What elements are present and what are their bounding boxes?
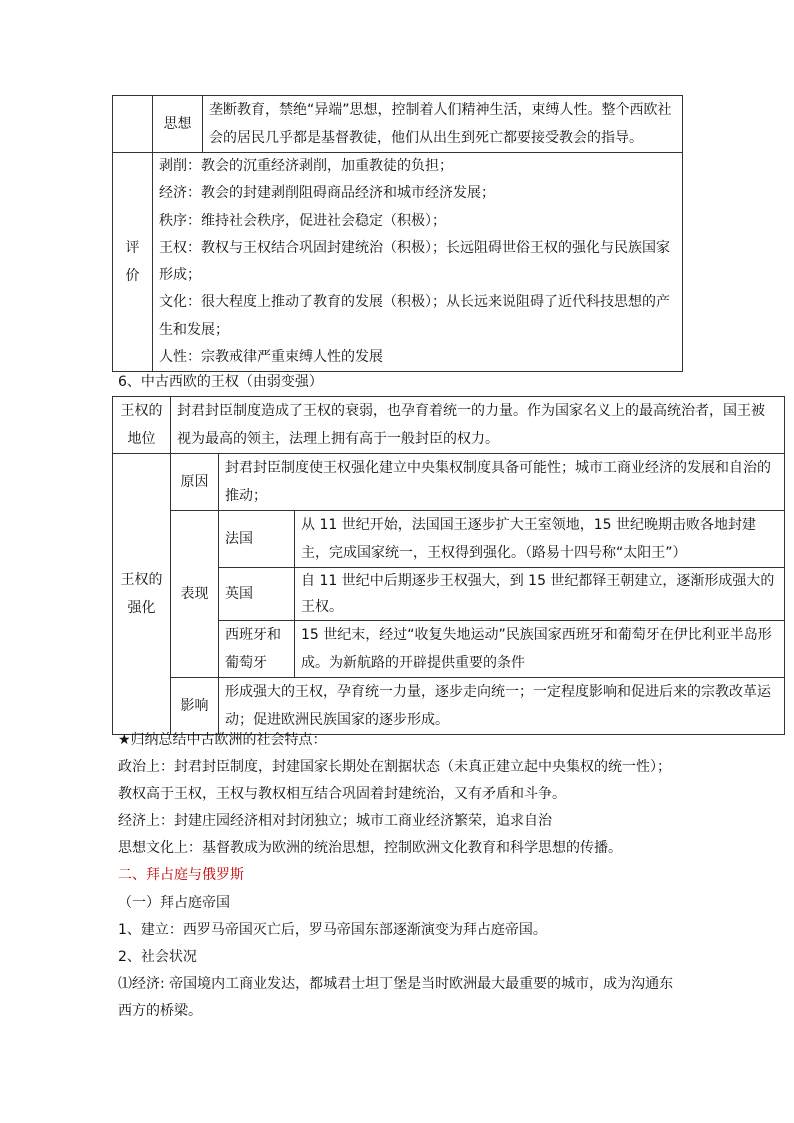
yuanyin-text: 封君封臣制度使王权强化建立中央集权制度具备可能性；城市工商业经济的发展和自治的推动； [219, 454, 785, 511]
diwei-label: 王权的地位 [120, 403, 163, 447]
kingship-table [112, 396, 785, 735]
list-item: 秩序：维持社会秩序，促进社会稳定（积极）； [159, 212, 446, 229]
church-table [112, 95, 683, 372]
biaoxian-label: 表现 [171, 511, 219, 678]
row-label-sixiang: 思想 [153, 96, 203, 153]
table-row [113, 678, 785, 735]
yingxiang-text: 形成强大的王权，孕育统一力量，逐步走向统一；一定程度影响和促进后来的宗教改革运动；促进欧洲民族国家的逐步形成。 [219, 678, 785, 735]
summary-line: 经济上：封建庄园经济相对封闭独立；城市工商业经济繁荣，追求自治 [118, 813, 552, 829]
paragraph: 2、社会状况 [118, 949, 197, 965]
row-label-qianghua [113, 454, 171, 735]
country-spain-portugal [219, 621, 295, 678]
country-england: 英国 [219, 568, 295, 621]
table-row [113, 397, 785, 454]
table-row [113, 454, 785, 511]
spain-portugal-text: 15 世纪末，经过“收复失地运动”民族国家西班牙和葡萄牙在伊比利亚半岛形成。为新航路的开辟提供重要的条件 [295, 621, 785, 678]
pingjia-label: 评价 [125, 240, 140, 285]
summary-line: 教权高于王权，王权与教权相互结合巩固着封建统治，又有矛盾和斗争。 [118, 786, 566, 802]
section-6-title: 6、中古西欧的王权（由弱变强） [118, 374, 323, 390]
france-text: 从 11 世纪开始，法国国王逐步扩大王室领地，15 世纪晚期击败各地封建主，完成国家统一，王权得到强化。（路易十四号称“太阳王”） [295, 511, 785, 568]
summary-line: 政治上：封君封臣制度，封建国家长期处在割据状态（未真正建立起中央集权的统一性）； [118, 759, 671, 775]
paragraph: 1、建立：西罗马帝国灭亡后，罗马帝国东部逐渐演变为拜占庭帝国。 [118, 922, 547, 938]
row-label-diwei [113, 397, 171, 454]
pingjia-content [153, 153, 683, 372]
paragraph: 西方的桥梁。 [118, 1003, 202, 1019]
paragraph: ⑴经济: 帝国境内工商业发达，都城君士坦丁堡是当时欧洲最大最重要的城市，成为沟通东 [118, 976, 674, 992]
yingxiang-label: 影响 [171, 678, 219, 735]
spain-portugal-label: 西班牙和葡萄牙 [225, 627, 281, 671]
summary-line: 思想文化上：基督教成为欧洲的统治思想，控制欧洲文化教育和科学思想的传播。 [118, 840, 622, 856]
list-item: 王权：教权与王权结合巩固封建统治（积极）；长远阻碍世俗王权的强化与民族国家形成； [159, 239, 670, 284]
qianghua-label: 王权的强化 [120, 572, 163, 616]
table-row [113, 511, 785, 568]
england-text: 自 11 世纪中后期逐步王权强大，到 15 世纪都铎王朝建立，逐渐形成强大的王权。 [295, 568, 785, 621]
subsection-title: （一）拜占庭帝国 [118, 895, 230, 911]
section-2-title: 二、拜占庭与俄罗斯 [118, 867, 244, 883]
table-row [113, 153, 683, 372]
list-item: 人性：宗教戒律严重束缚人性的发展 [159, 349, 383, 366]
row-label-pingjia [113, 153, 153, 372]
empty-cell [113, 96, 153, 153]
summary-title: ★归纳总结中古欧洲的社会特点： [118, 732, 327, 748]
yuanyin-label: 原因 [171, 454, 219, 511]
list-item: 剥削：教会的沉重经济剥削，加重教徒的负担； [159, 158, 453, 174]
list-item: 经济：教会的封建剥削阻碍商品经济和城市经济发展； [159, 185, 495, 202]
list-item: 文化：很大程度上推动了教育的发展（积极）；从长远来说阻碍了近代科技思想的产生和发展； [159, 294, 670, 338]
country-france: 法国 [219, 511, 295, 568]
sixiang-text: 垄断教育，禁绝“异端”思想，控制着人们精神生活，束缚人性。整个西欧社会的居民几乎都是基督教徒，他们从出生到死亡都要接受教会的指导。 [203, 96, 683, 153]
table-row [113, 96, 683, 153]
diwei-text: 封君封臣制度造成了王权的衰弱，也孕育着统一的力量。作为国家名义上的最高统治者，国王被视为最高的领主，法理上拥有高于一般封臣的权力。 [171, 397, 785, 454]
